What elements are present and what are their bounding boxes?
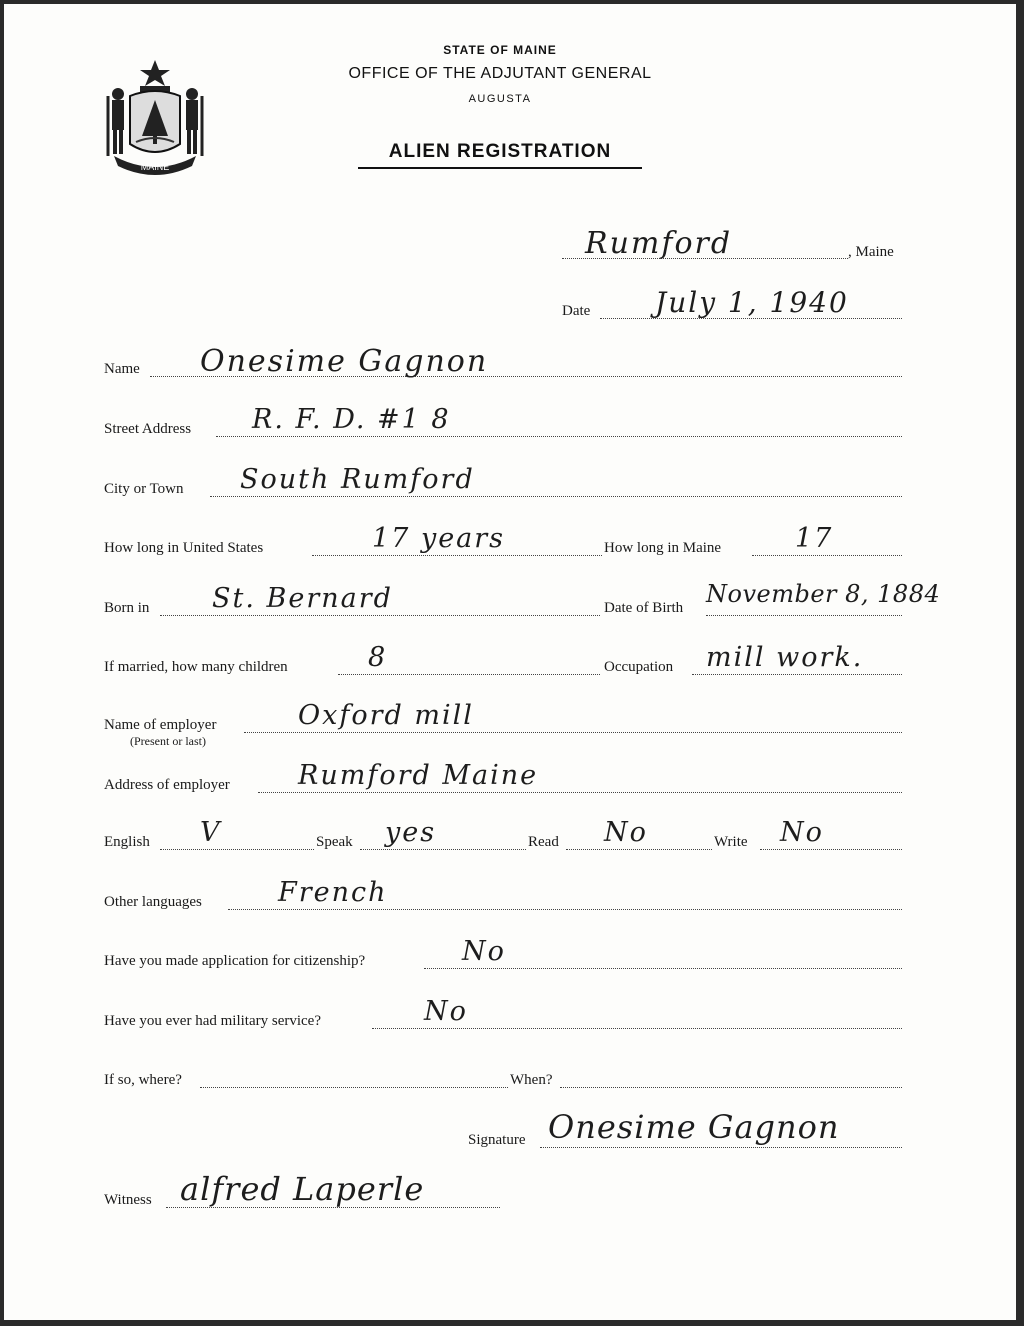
svg-text:MAINE: MAINE	[140, 162, 170, 172]
citizenship-line	[424, 968, 902, 969]
children-label: If married, how many children	[104, 659, 288, 675]
place-value: Rumford	[585, 226, 733, 261]
other-languages-value: French	[278, 877, 388, 908]
english-line	[160, 849, 314, 850]
military-line	[372, 1028, 902, 1029]
read-line	[566, 849, 712, 850]
employer-sublabel: (Present or last)	[130, 734, 206, 748]
header-office: OFFICE OF THE ADJUTANT GENERAL	[348, 65, 652, 82]
signature-line	[540, 1147, 902, 1148]
signature-label: Signature	[468, 1132, 526, 1148]
dob-line	[706, 615, 902, 616]
when-line	[560, 1087, 902, 1088]
us-duration-line	[312, 555, 602, 556]
form-title: ALIEN REGISTRATION	[388, 141, 612, 162]
occupation-label: Occupation	[604, 659, 674, 675]
where-line	[200, 1087, 508, 1088]
children-line	[338, 674, 600, 675]
header-state: STATE OF MAINE	[443, 43, 557, 57]
other-languages-line	[228, 909, 902, 910]
write-value: No	[780, 817, 824, 848]
speak-line	[360, 849, 526, 850]
children-value: 8	[368, 642, 388, 673]
employer-address-label: Address of employer	[104, 777, 230, 793]
city-line	[210, 496, 902, 497]
where-label: If so, where?	[104, 1072, 182, 1088]
dob-value: November 8, 1884	[706, 580, 941, 608]
us-duration-value: 17 years	[372, 523, 506, 554]
when-label: When?	[510, 1072, 553, 1088]
english-label: English	[104, 834, 150, 850]
citizenship-value: No	[462, 936, 506, 967]
city-label: City or Town	[104, 481, 184, 497]
born-in-value: St. Bernard	[212, 583, 393, 614]
born-in-label: Born in	[104, 600, 150, 616]
english-value: V	[200, 817, 222, 848]
other-languages-label: Other languages	[104, 894, 202, 910]
employer-value: Oxford mill	[298, 700, 474, 731]
citizenship-label: Have you made application for citizenship?	[104, 953, 366, 969]
employer-address-line	[258, 792, 902, 793]
date-label: Date	[562, 303, 591, 319]
me-duration-value: 17	[795, 523, 834, 554]
state-seal-icon	[100, 56, 210, 181]
city-value: South Rumford	[240, 464, 475, 495]
born-in-line	[160, 615, 600, 616]
witness-value: alfred Laperle	[180, 1170, 425, 1208]
place-suffix: , Maine	[848, 244, 894, 260]
write-line	[760, 849, 902, 850]
me-duration-label: How long in Maine	[604, 540, 722, 556]
header-city: AUGUSTA	[468, 93, 532, 105]
speak-value: yes	[385, 817, 437, 848]
military-value: No	[424, 996, 468, 1027]
signature-value: Onesime Gagnon	[548, 1108, 840, 1146]
read-label: Read	[528, 834, 559, 850]
employer-address-value: Rumford Maine	[298, 760, 539, 791]
employer-line	[244, 732, 902, 733]
street-value: R. F. D. #1 8	[252, 404, 451, 435]
read-value: No	[604, 817, 648, 848]
us-duration-label: How long in United States	[104, 540, 264, 556]
street-label: Street Address	[104, 421, 192, 437]
dob-label: Date of Birth	[604, 600, 684, 616]
occupation-line	[692, 674, 902, 675]
military-label: Have you ever had military service?	[104, 1013, 321, 1029]
employer-label: Name of employer	[104, 717, 217, 733]
name-value: Onesime Gagnon	[200, 344, 489, 379]
occupation-value: mill work.	[706, 642, 864, 673]
me-duration-line	[752, 555, 902, 556]
name-label: Name	[104, 361, 140, 377]
speak-label: Speak	[316, 834, 353, 850]
street-line	[216, 436, 902, 437]
date-value: July 1, 1940	[655, 286, 849, 319]
witness-label: Witness	[104, 1192, 152, 1208]
write-label: Write	[714, 834, 748, 850]
title-underline	[358, 167, 642, 169]
